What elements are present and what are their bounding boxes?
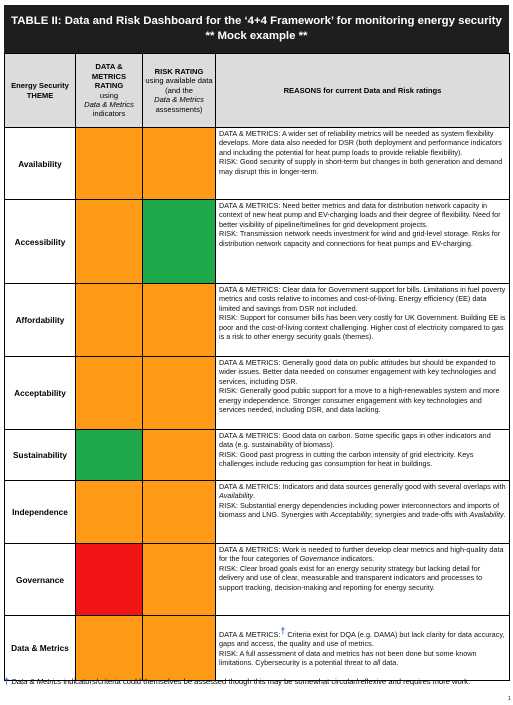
reason-italic: all <box>372 657 381 667</box>
table-row <box>5 481 510 544</box>
theme-accessibility: Accessibility <box>5 200 76 284</box>
header-risk-sub-2: Data & Metrics <box>154 95 204 105</box>
reason-cell <box>216 430 510 481</box>
theme-acceptability: Acceptability <box>5 357 76 430</box>
reason-cell <box>216 481 510 544</box>
reason-data: DATA & METRICS: Good data on carbon. Some specific gaps in other indicators and data (e.g. sustainability of biomass). <box>219 431 491 450</box>
reason-cell <box>216 357 510 430</box>
table-row <box>5 616 510 681</box>
risk-rating-cell <box>143 128 216 200</box>
reason-risk: RISK: Transmission network needs investment for wind and grid-level storage. Risks for distribution network capacity and connections for heat pumps and EV-charging. <box>219 229 501 248</box>
reason-italic: Acceptability <box>330 510 371 520</box>
theme-availability: Availability <box>5 128 76 200</box>
reason-risk-mid: ; synergies and trade-offs with <box>370 510 470 520</box>
data-rating-cell <box>76 430 143 481</box>
risk-rating-cell <box>143 544 216 616</box>
reason-risk-end: . <box>503 510 506 520</box>
reason-cell <box>216 616 510 681</box>
reason-cell <box>216 200 510 284</box>
reason-data: DATA & METRICS: Work is needed to further develop clear metrics and high-quality data for the four categories of <box>219 545 504 564</box>
header-data-sub-1: using <box>99 90 119 100</box>
table-title-subtitle: ** Mock example ** <box>205 30 308 42</box>
reason-risk-end: data. <box>380 657 399 667</box>
header-data-title: DATA & METRICS RATING <box>91 62 127 91</box>
data-rating-cell <box>76 544 143 616</box>
header-data-rating <box>76 54 143 128</box>
reason-italic: Availability <box>469 510 504 520</box>
theme-data-metrics: Data & Metrics <box>5 616 76 681</box>
theme-governance: Governance <box>5 544 76 616</box>
header-data-sub-3: indicators <box>92 109 126 119</box>
dashboard-table <box>4 53 510 681</box>
reason-cell <box>216 128 510 200</box>
reason-risk: RISK: Clear broad goals exist for an energy security strategy but lacking detail for delivery and use of clear, measurable and transparent indicators and processes to support tracking, decision-making and reporting for energy security. <box>219 563 483 592</box>
header-data-sub <box>78 91 140 119</box>
theme-independence: Independence <box>5 481 76 544</box>
header-row <box>5 54 510 128</box>
risk-rating-cell <box>143 200 216 284</box>
theme-sustainability: Sustainability <box>5 430 76 481</box>
risk-rating-cell <box>143 616 216 681</box>
footnote-text: indicators/criteria could themselves be assessed though this may be somewhat circular/reflexive and requires more work. <box>61 677 471 686</box>
header-data-sub-2: Data & Metrics <box>84 99 134 109</box>
dagger-icon: † <box>280 625 286 636</box>
reason-risk: RISK: A full assessment of data and metrics has not been done but some known limitations. Cybersecurity is a potential threat to <box>219 648 477 667</box>
table-row <box>5 284 510 357</box>
risk-rating-cell <box>143 430 216 481</box>
reason-data: DATA & METRICS: A wider set of reliability metrics will be needed as system flexibility develops. More data also needed for DSR (both deployment and performance indicators and including the potential for heat pump loads to provide reliable flexibility). <box>219 129 502 157</box>
table-title <box>4 5 509 53</box>
dagger-icon: † <box>4 676 10 687</box>
reason-data: DATA & METRICS: Need better metrics and data for distribution network capacity in context of new heat pump and EV-charging loads and their degree of flexibility. Need for better visibility of pipeline/timelines for grid development projects. <box>219 201 501 229</box>
reason-data-end: Criteria exist for DQA (e.g. DAMA) but lack clarity for data accuracy, gaps and access, the quality and use of metrics. <box>219 629 505 649</box>
header-risk-sub-1: using available data (and the <box>145 76 213 95</box>
reason-data-end: . <box>253 491 256 501</box>
reason-data: DATA & METRICS: Clear data for Government support for bills. Limitations in fuel poverty metrics and costs relative to incomes and cost-of-living. Energy efficiency (EE) data limited and savings from DSR not included. <box>219 285 506 313</box>
footnote-italic: Data & Metrics <box>11 677 62 686</box>
reason-risk: RISK: Support for consumer bills has been very costly for UK Government. Building EE is poor and the cost-of-living context challenging. Higher cost of electricity compared to gas is a risk to other energy security goals (themes). <box>219 313 506 342</box>
data-rating-cell <box>76 481 143 544</box>
data-rating-cell <box>76 128 143 200</box>
reason-italic: Governance <box>299 554 340 564</box>
reason-cell <box>216 544 510 616</box>
reason-risk: RISK: Generally good public support for a move to a high-renewables system and more energy independence. Stronger consumer engagement with key technologies and services needed, including DSR, and data lacking. <box>219 386 500 415</box>
data-rating-cell <box>76 357 143 430</box>
reason-risk: RISK: Good past progress in cutting the carbon intensity of grid electricity. Keys challenges include reducing gas consumption for heat in buildings. <box>219 449 474 469</box>
footnote <box>4 677 509 687</box>
header-theme-line2: THEME <box>26 90 54 100</box>
reason-data-end: indicators. <box>339 554 375 564</box>
table-row <box>5 128 510 200</box>
risk-rating-cell <box>143 284 216 357</box>
header-risk-rating <box>143 54 216 128</box>
table-row <box>5 430 510 481</box>
header-theme <box>5 54 76 128</box>
reason-cell <box>216 284 510 357</box>
risk-rating-cell <box>143 357 216 430</box>
table-row <box>5 200 510 284</box>
header-risk-sub-3: assessments) <box>155 104 203 114</box>
reason-risk: RISK: Good security of supply in short-term but changes in both generation and demand may disrupt this in longer-term. <box>219 157 503 176</box>
reason-risk: RISK: Substantial energy dependencies including power interconnectors and imports of biomass and LNG. Synergies with <box>219 500 500 520</box>
page-number: 1 <box>508 696 511 702</box>
header-risk-sub <box>145 76 213 114</box>
table-title-main: TABLE II: Data and Risk Dashboard for the ‘4+4 Framework’ for monitoring energy security <box>11 15 502 27</box>
data-rating-cell <box>76 284 143 357</box>
reason-italic: Availability <box>219 491 254 501</box>
header-reasons: REASONS for current Data and Risk ratings <box>216 54 510 128</box>
header-theme-line1: Energy Security <box>11 81 69 91</box>
header-risk-title: RISK RATING <box>154 66 204 76</box>
reason-data: DATA & METRICS: Indicators and data sources generally good with several overlaps with <box>219 482 506 491</box>
risk-rating-cell <box>143 481 216 544</box>
table-row <box>5 357 510 430</box>
theme-affordability: Affordability <box>5 284 76 357</box>
table-row <box>5 544 510 616</box>
reason-data: DATA & METRICS: <box>219 629 281 639</box>
data-rating-cell <box>76 616 143 681</box>
reason-data: DATA & METRICS: Generally good data on public attitudes but should be expanded to wider issues. Better data needed on consumer engagement with key technologies and services, including DSR. <box>219 358 496 386</box>
data-rating-cell <box>76 200 143 284</box>
